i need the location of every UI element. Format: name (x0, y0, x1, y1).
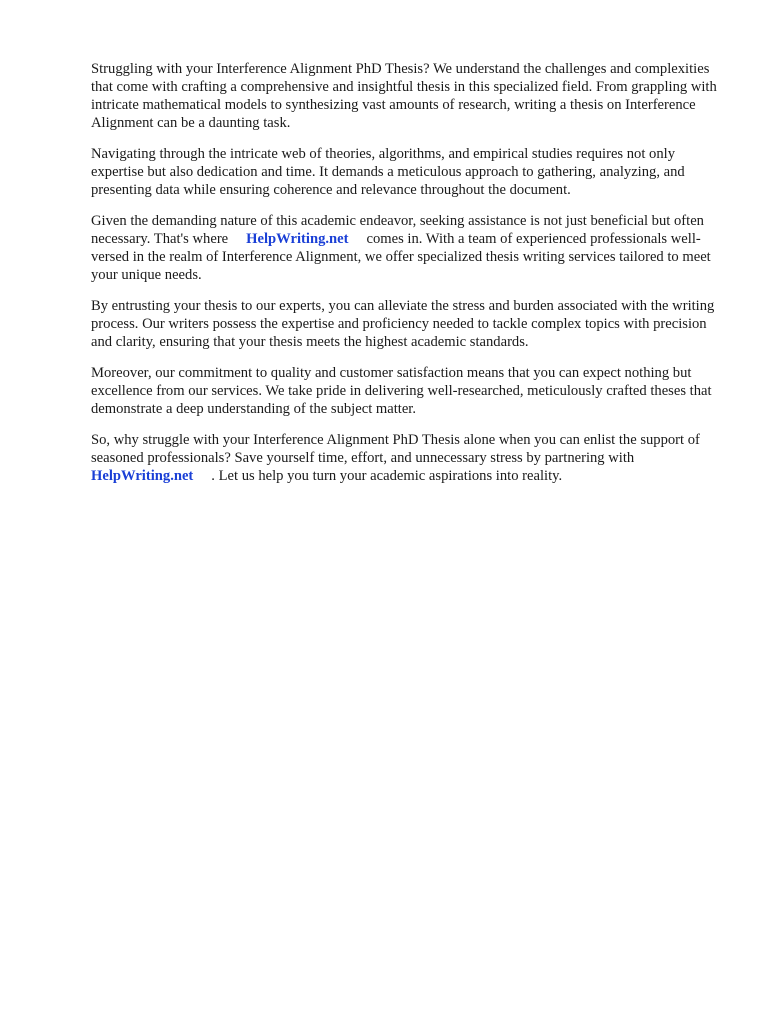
helpwriting-link-2[interactable]: HelpWriting.net (91, 468, 194, 484)
paragraph-commitment: Moreover, our commitment to quality and customer satisfaction means that you can expect nothing but excellence from our services. We take pride in delivering well-researched, meticulously crafted theses that demonstrate a deep understanding of the subject matter. (91, 365, 712, 417)
paragraph-conclusion (91, 431, 731, 485)
paragraph-assistance-text-after: comes in. With a team of experienced professionals well-versed in the realm of Interference Alignment, we offer specialized thesis writing services tailored to meet your unique needs. (91, 231, 711, 283)
paragraph-intro: Struggling with your Interference Alignment PhD Thesis? We understand the challenges and complexities that come with crafting a comprehensive and insightful thesis in this specialized field. From grappling with intricate mathematical models to synthesizing vast amounts of research, writing a thesis on Interference Alignment can be a daunting task. (91, 61, 717, 131)
document-page (91, 60, 731, 498)
paragraph-assistance (91, 212, 731, 284)
paragraph-assistance-text-before: Given the demanding nature of this academic endeavor, seeking assistance is not just beneficial but often necessary. That's where (91, 213, 704, 247)
paragraph-entrusting: By entrusting your thesis to our experts, you can alleviate the stress and burden associated with the writing process. Our writers possess the expertise and proficiency needed to tackle complex topics with precision and clarity, ensuring that your thesis meets the highest academic standards. (91, 298, 715, 350)
helpwriting-link[interactable]: HelpWriting.net (246, 231, 349, 247)
paragraph-conclusion-text-after: . Let us help you turn your academic aspirations into reality. (211, 468, 563, 484)
paragraph-navigating: Navigating through the intricate web of theories, algorithms, and empirical studies requires not only expertise but also dedication and time. It demands a meticulous approach to gathering, analyzing, and presenting data while ensuring coherence and relevance throughout the document. (91, 146, 685, 198)
paragraph-conclusion-text-before: So, why struggle with your Interference Alignment PhD Thesis alone when you can enlist the support of seasoned professionals? Save yourself time, effort, and unnecessary stress by partnering with (91, 432, 700, 466)
